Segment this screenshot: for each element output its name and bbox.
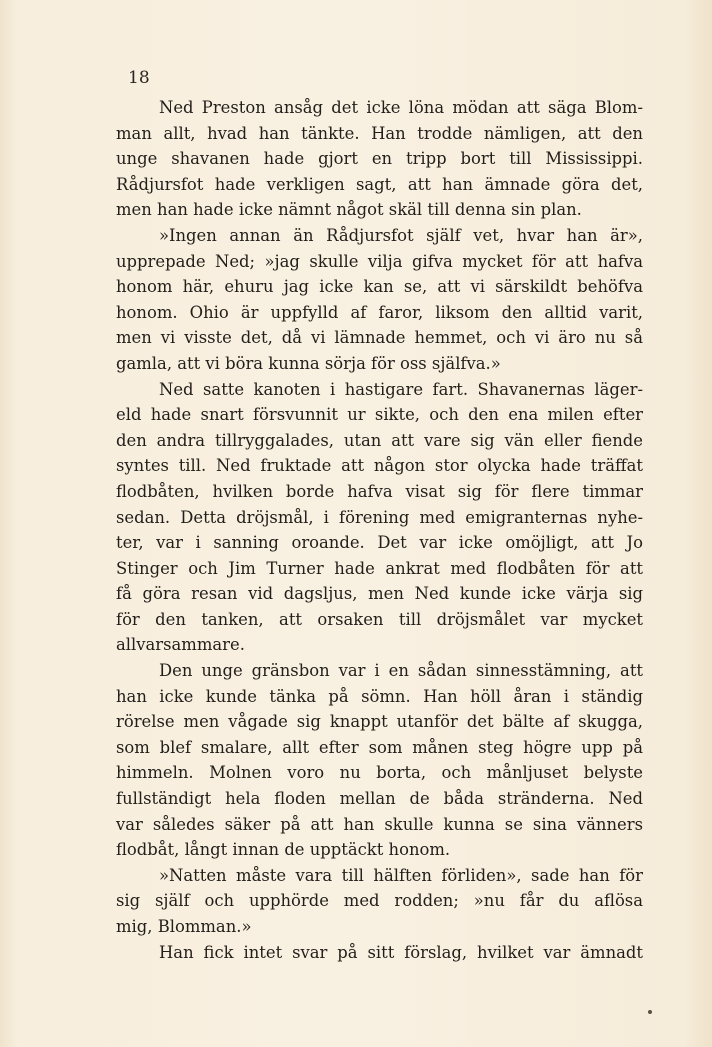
text-line: han icke kunde tänka på sömn. Han höll åran i ständig (116, 686, 643, 706)
text-line: den andra tillryggalades, utan att vare sig vän eller fiende (116, 430, 643, 450)
text-line: sedan. Detta dröjsmål, i förening med emigranternas nyhe- (116, 507, 643, 527)
text-line: »Ingen annan än Rådjursfot själf vet, hvar han är», (159, 225, 643, 245)
text-line: unge shavanen hade gjort en tripp bort till Mississippi. (116, 149, 643, 169)
ink-spot (648, 1010, 652, 1014)
text-line: sig själf och upphörde med rodden; »nu får du aflösa (116, 891, 643, 911)
text-line: honom här, ehuru jag icke kan se, att vi särskildt behöfva (116, 277, 643, 297)
text-line: Stinger och Jim Turner hade ankrat med flodbåten för att (116, 558, 643, 578)
text-line: upprepade Ned; »jag skulle vilja gifva mycket för att hafva (116, 251, 643, 271)
text-line: allvarsammare. (116, 635, 245, 655)
text-line: men han hade icke nämnt något skäl till denna sin plan. (116, 200, 582, 220)
text-line: flodbåten, hvilken borde hafva visat sig för flere timmar (116, 481, 643, 501)
text-line: var således säker på att han skulle kunna se sina vänners (116, 814, 643, 834)
text-line: få göra resan vid dagsljus, men Ned kunde icke värja sig (116, 584, 643, 604)
text-line: Rådjursfot hade verkligen sagt, att han ämnade göra det, (116, 174, 643, 194)
text-line: eld hade snart försvunnit ur sikte, och den ena milen efter (116, 405, 643, 425)
text-line: som blef smalare, allt efter som månen steg högre upp på (116, 737, 643, 757)
text-line: men vi visste det, då vi lämnade hemmet, och vi äro nu så (116, 328, 643, 348)
text-line: Ned satte kanoten i hastigare fart. Shavanernas läger- (159, 379, 643, 399)
text-line: flodbåt, långt innan de upptäckt honom. (116, 840, 451, 860)
body-text (116, 95, 643, 965)
text-line: Ned Preston ansåg det icke löna mödan att säga Blom- (159, 98, 643, 117)
text-line: ter, var i sanning oroande. Det var icke omöjligt, att Jo (116, 533, 643, 553)
text-line: Han fick intet svar på sitt förslag, hvilket var ämnadt (159, 942, 643, 962)
page-number: 18 (128, 68, 150, 88)
text-line: fullständigt hela floden mellan de båda stränderna. Ned (116, 789, 643, 809)
text-line: rörelse men vågade sig knappt utanför det bälte af skugga, (116, 712, 643, 732)
text-line: »Natten måste vara till hälften förliden», sade han för (159, 865, 643, 885)
text-line: man allt, hvad han tänkte. Han trodde nämligen, att den (116, 123, 643, 143)
text-line: mig, Blomman.» (116, 917, 252, 936)
text-line: Den unge gränsbon var i en sådan sinnesstämning, att (159, 661, 643, 681)
text-line: himmeln. Molnen voro nu borta, och månljuset belyste (116, 763, 643, 783)
text-line: för den tanken, att orsaken till dröjsmålet var mycket (116, 609, 643, 629)
text-line: syntes till. Ned fruktade att någon stor olycka hade träffat (116, 456, 643, 476)
text-line: honom. Ohio är uppfylld af faror, liksom den alltid varit, (116, 302, 643, 322)
text-line: gamla, att vi böra kunna sörja för oss själfva.» (116, 353, 501, 373)
